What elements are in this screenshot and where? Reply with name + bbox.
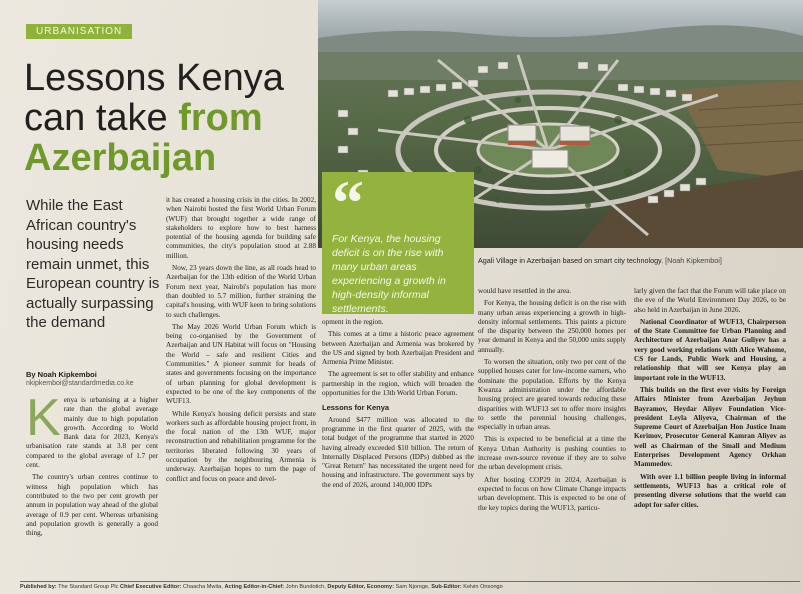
- footer-value: Chaacha Mwita,: [182, 584, 223, 590]
- publication-footer: [20, 581, 800, 594]
- footer-value: Sam Njoroge,: [395, 584, 430, 590]
- footer-value: The Standard Group Plc: [58, 584, 119, 590]
- paragraph: Now, 23 years down the line, as all roads head to Azerbaijan for the 13th edition of the World Urban Forum next year, Nairobi's population has more than doubled to 5.7 million, further straining the capital's housing, with WUF keen to bring solutions to such challenges.: [166, 264, 316, 319]
- paragraph: it has created a housing crisis in the cities. In 2002, when Nairobi hosted the first World Urban Forum (WUF) that brought together a wide range of stakeholders to explore how to best harness potential of the housing agenda for building safe communities, the city's population stood at 2.88 million.: [166, 196, 316, 260]
- subheading: Lessons for Kenya: [322, 403, 390, 413]
- article-column-3: [322, 318, 474, 580]
- standfirst: While the East African country's housing needs remain unmet, this European country is actually surpassing the demand: [26, 197, 160, 331]
- caption-text: Agali Village in Azerbaijan based on smart city technology.: [478, 256, 664, 265]
- paragraph: The May 2026 World Urban Forum which is being co-organised by the Government of Azerbaijan and UN Habitat will focus on "Housing the World – safe and resilient Cities and Communities." A pioneer summit for heads of states and governments focusing on the importance of urban planning for global development is expected to be one of the key components of the WUF13.: [166, 322, 316, 406]
- headline-line-1: Lessons Kenya: [24, 57, 284, 99]
- headline-line-2: can take: [24, 97, 179, 139]
- footer-label: Sub-Editor:: [431, 584, 462, 590]
- paragraph: After hosting COP29 in 2024, Azerbaijan is expected to focus on how Climate Change impacts urban development. This is expected to be one of the key topics during the WUF13, particu-: [478, 475, 626, 512]
- byline: [26, 370, 166, 388]
- paragraph: The agreement is set to offer stability and enhance partnership in the region, which will broaden the opportunities for the 13th World Urban Forum.: [322, 370, 474, 398]
- paragraph: would have resettled in the area.: [478, 287, 571, 295]
- article-column-1: [26, 396, 158, 578]
- paragraph: Around $477 million was allocated to the programme in the first quarter of 2025, with the total budget of the programme that started in 2020 having already exceeded $10 billion. The return of Internally Displaced Persons (IDPs) dubbed as the "Great Return" has necessitated the urgent need for housing and infrastructure. The government says by the end of 2026, around 140,000 IDPs: [322, 415, 474, 489]
- paragraph: This builds on the first ever visits by Foreign Affairs Minister from Azerbaijan Jeyhun Bayramov, Heydar Aliyev Foundation Vice-president Leyla Aliyeva, Chairman of the Supreme Court of Azerbaijan Hon Justice Inam Kerimov, Prosecutor General Kamran Aliyev as well as Chairman of the Small and Medium Enterprises Development Agency Orkhan Mammedov.: [634, 385, 786, 469]
- byline-name: By Noah Kipkemboi: [26, 370, 97, 379]
- paragraph: This is expected to be beneficial at a time the Kenya Urban Authority is pushing counties to increase own-source revenue if they are to solve the urban development crisis.: [478, 435, 626, 472]
- headline-line-3: Azerbaijan: [24, 137, 217, 179]
- paragraph: To worsen the situation, only two per cent of the supplied houses cater for low-income earners, who dominate the population. Efforts by the Kenya Kwanza administration under the affordable housing project are geared towards reducing these disparities with WUF13 set to offer more insights to settle the perennial housing challenges, especially in urban areas.: [478, 358, 626, 432]
- footer-value: Kelvin Onsongo: [463, 584, 503, 590]
- quote-mark-icon: “: [332, 167, 364, 238]
- paragraph: opment in the region.: [322, 318, 384, 326]
- paragraph: This comes at a time a historic peace agreement between Azerbaijan and Armenia was brokered by the US and signed by both Azerbaijan President and Armenia Prime Minister.: [322, 330, 474, 367]
- lead-paragraph-text: enya is urbanising at a higher rate than the global average mainly due to high population growth. According to World Bank data for 2023, Kenya's urbanisation rate stands at 3.8 per cent compared to the global average of 1.7 per cent.: [26, 396, 158, 470]
- headline: [24, 58, 324, 178]
- byline-email: nkipkemboi@standardmedia.co.ke: [26, 380, 134, 387]
- pull-quote: [322, 167, 474, 315]
- footer-label: Acting Editor-in-Chief:: [224, 584, 285, 590]
- article-column-4: [478, 287, 626, 581]
- article-column-5: [634, 287, 786, 581]
- photo-credit: [Noah Kipkemboi]: [665, 256, 722, 265]
- lead-paragraph: [26, 396, 158, 470]
- paragraph: larly given the fact that the Forum will take place on the eve of the World Environment Day 2026, to be also held in Azerbaijan in June 2026.: [634, 287, 786, 314]
- drop-cap: K: [26, 396, 61, 447]
- footer-label: Deputy Editor, Economy:: [327, 584, 394, 590]
- photo-caption: [478, 256, 778, 265]
- footer-value: John Bundotich,: [285, 584, 326, 590]
- pull-quote-text: For Kenya, the housing deficit is on the rise with many urban areas experiencing a growth in high-density informal settlements.: [332, 233, 446, 315]
- footer-label: Published by:: [20, 584, 57, 590]
- paragraph: The country's urban centres continue to witness high population which has contributed to the two per cent growth per annum in population way ahead of the global average of 0.9 per cent. Whereas urbanising and population growth is generally a good thing,: [26, 473, 158, 538]
- footer-label: Chief Executive Editor:: [120, 584, 182, 590]
- article-column-2: [166, 196, 316, 580]
- section-kicker: URBANISATION: [26, 24, 132, 39]
- paragraph: National Coordinator of WUF13, Chairperson of the State Committee for Urban Planning and Architecture of Azerbaijan Anar Guliyev has a very good working relations with Alice Wahome, CS for Lands, Public Work and Housing, a relationship that will see Kenya play an important role in the WUF13.: [634, 317, 786, 382]
- paragraph: While Kenya's housing deficit persists and state workers such as affordable housing project front, in the focal nation of the 13th WUF, major reconstruction and rehabilitation programme for the territories liberated following 30 years of occupation by the neighbouring Armenia is underway. Azerbaijan hopes to turn the page of conflict and focus on peace and devel-: [166, 409, 316, 483]
- paragraph: For Kenya, the housing deficit is on the rise with many urban areas experiencing a growth in high-density informal settlements. This paints a picture of the disparity between the 250,000 homes per year demand in Kenya and the 50,000 units supply annually.: [478, 299, 626, 354]
- paragraph: With over 1.1 billion people living in informal settlements, WUF13 has a critical role of presenting diverse solutions that the world can adopt for safer cities.: [634, 472, 786, 509]
- headline-accent: from: [178, 97, 263, 139]
